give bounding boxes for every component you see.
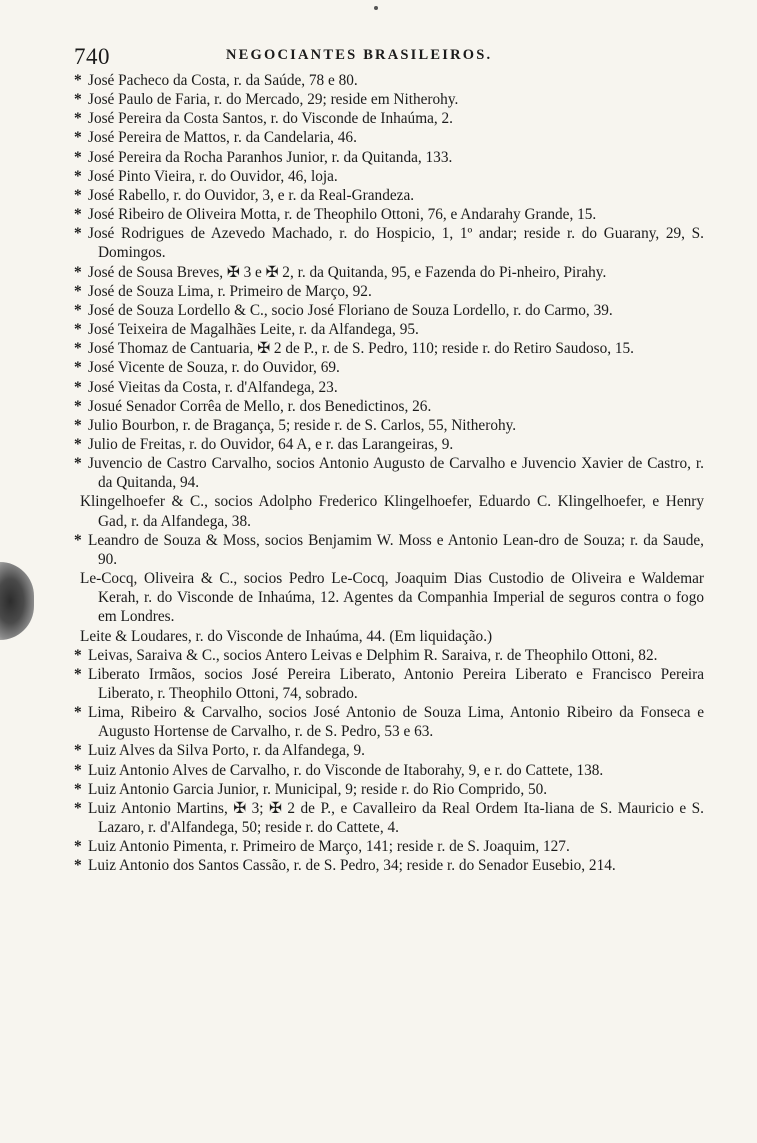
entry-marker: *	[74, 186, 82, 204]
list-item	[66, 665, 704, 703]
entry-text: José Ribeiro de Oliveira Motta, r. de Theophilo Ottoni, 76, e Andarahy Grande, 15.	[88, 206, 597, 224]
entry-text: José Vicente de Souza, r. do Ouvidor, 69.	[88, 359, 340, 377]
entry-marker: *	[74, 416, 82, 434]
list-item	[66, 71, 704, 90]
entry-text: José Paulo de Faria, r. do Mercado, 29; reside em Nitherohy.	[88, 91, 459, 109]
page-number: 740	[74, 44, 110, 69]
list-item	[66, 128, 704, 147]
entry-text: José Pereira de Mattos, r. da Candelaria, 46.	[88, 129, 357, 147]
entry-marker: *	[74, 665, 82, 683]
entry-marker: *	[74, 301, 82, 319]
entry-text: Luiz Antonio Martins, ✠ 3; ✠ 2 de P., e Cavalleiro da Real Ordem Ita-liana de S. Mauricio e S. Lazaro, r. d'Alfandega, 50; reside r. do Cattete, 4.	[88, 799, 704, 837]
list-item	[66, 761, 704, 780]
entry-text: José Rabello, r. do Ouvidor, 3, e r. da Real-Grandeza.	[88, 186, 415, 204]
list-item	[66, 358, 704, 377]
entry-marker: *	[74, 72, 82, 89]
list-item	[66, 167, 704, 186]
entry-marker: *	[74, 780, 82, 798]
entry-text: Luiz Antonio Pimenta, r. Primeiro de Março, 141; reside r. de S. Joaquim, 127.	[88, 838, 570, 856]
entry-text: Luiz Antonio dos Santos Cassão, r. de S. Pedro, 34; reside r. do Senador Eusebio, 214.	[88, 857, 616, 875]
list-item	[66, 703, 704, 741]
list-item	[66, 627, 704, 646]
list-item	[66, 263, 704, 282]
entry-text: Leivas, Saraiva & C., socios Antero Leivas e Delphim R. Saraiva, r. de Theophilo Ottoni, 82.	[88, 646, 658, 664]
entry-marker: *	[74, 435, 82, 453]
entry-marker: *	[74, 225, 82, 243]
page-header	[74, 44, 704, 72]
entry-marker: *	[74, 761, 82, 779]
list-item	[66, 397, 704, 416]
entry-text: José Pereira da Rocha Paranhos Junior, r. da Quitanda, 133.	[88, 148, 453, 166]
entry-text: Liberato Irmãos, socios José Pereira Liberato, Antonio Pereira Liberato e Francisco Pereira Liberato, r. Theophilo Ottoni, 74, sobrado.	[88, 665, 704, 702]
running-title: NEGOCIANTES BRASILEIROS.	[226, 47, 493, 63]
entry-marker: *	[74, 378, 82, 396]
entry-text: Klingelhoefer & C., socios Adolpho Frederico Klingelhoefer, Eduardo C. Klingelhoefer, e Henry Gad, r. da Alfandega, 38.	[80, 493, 704, 530]
entry-text: José de Souza Lima, r. Primeiro de Março, 92.	[88, 282, 372, 300]
entry-marker: *	[74, 704, 82, 722]
list-item	[66, 492, 704, 530]
list-item	[66, 378, 704, 397]
entry-marker: *	[74, 340, 82, 358]
entry-marker: *	[74, 263, 82, 281]
list-item	[66, 224, 704, 262]
entry-text: José de Sousa Breves, ✠ 3 e ✠ 2, r. da Quitanda, 95, e Fazenda do Pi-nheiro, Pirahy.	[88, 263, 607, 281]
entry-text: José Teixeira de Magalhães Leite, r. da Alfandega, 95.	[88, 321, 419, 339]
entry-marker: *	[74, 531, 82, 549]
list-item	[66, 646, 704, 665]
entry-marker: *	[74, 282, 82, 300]
list-item	[66, 148, 704, 167]
list-item	[66, 90, 704, 109]
entry-text: Luiz Antonio Alves de Carvalho, r. do Visconde de Itaborahy, 9, e r. do Cattete, 138.	[88, 761, 604, 779]
list-item	[66, 741, 704, 760]
entry-text: José Pacheco da Costa, r. da Saúde, 78 e 80.	[88, 72, 358, 89]
entry-marker: *	[74, 838, 82, 856]
entry-marker: *	[74, 129, 82, 147]
list-item	[66, 109, 704, 128]
list-item	[66, 186, 704, 205]
entry-marker: *	[74, 167, 82, 185]
entry-marker: *	[74, 91, 82, 109]
entry-text: Luiz Antonio Garcia Junior, r. Municipal, 9; reside r. do Rio Comprido, 50.	[88, 780, 548, 798]
entry-text: Juvencio de Castro Carvalho, socios Antonio Augusto de Carvalho e Juvencio Xavier de Castro, r. da Quitanda, 94.	[88, 455, 704, 492]
entry-marker: *	[74, 206, 82, 224]
entry-marker: *	[74, 321, 82, 339]
entry-marker: *	[74, 799, 82, 817]
list-item	[66, 320, 704, 339]
list-item	[66, 569, 704, 626]
entry-text: José Vieitas da Costa, r. d'Alfandega, 23.	[88, 378, 338, 396]
entry-text: José Rodrigues de Azevedo Machado, r. do Hospicio, 1, 1º andar; reside r. do Guarany, 29, S. Domingos.	[88, 225, 704, 262]
entry-list	[66, 71, 704, 876]
list-item	[66, 799, 704, 837]
entry-text: Leandro de Souza & Moss, socios Benjamim W. Moss e Antonio Lean-dro de Souza; r. da Saude, 90.	[88, 531, 704, 568]
entry-text: Julio Bourbon, r. de Bragança, 5; reside r. de S. Carlos, 55, Nitherohy.	[88, 416, 517, 434]
list-item	[66, 339, 704, 358]
entry-text: Leite & Loudares, r. do Visconde de Inhaúma, 44. (Em liquidação.)	[80, 627, 493, 645]
entry-marker: *	[74, 742, 82, 760]
list-item	[66, 282, 704, 301]
entry-text: José de Souza Lordello & C., socio José Floriano de Souza Lordello, r. do Carmo, 39.	[88, 301, 613, 319]
entry-marker: *	[74, 148, 82, 166]
list-item	[66, 454, 704, 492]
list-item	[66, 416, 704, 435]
print-speck	[374, 6, 378, 10]
entry-marker: *	[74, 110, 82, 128]
entry-marker: *	[74, 646, 82, 664]
list-item	[66, 837, 704, 856]
entry-text: José Thomaz de Cantuaria, ✠ 2 de P., r. de S. Pedro, 110; reside r. do Retiro Saudoso, 15.	[88, 340, 635, 358]
list-item	[66, 435, 704, 454]
entry-text: Le-Cocq, Oliveira & C., socios Pedro Le-Cocq, Joaquim Dias Custodio de Oliveira e Waldemar Kerah, r. do Visconde de Inhaúma, 12. Agentes da Companhia Imperial de seguros contra o fogo em Londres.	[80, 570, 704, 626]
entry-marker: *	[74, 397, 82, 415]
entry-marker: *	[74, 455, 82, 473]
list-item	[66, 301, 704, 320]
entry-text: Julio de Freitas, r. do Ouvidor, 64 A, e r. das Larangeiras, 9.	[88, 435, 454, 453]
entry-text: José Pinto Vieira, r. do Ouvidor, 46, loja.	[88, 167, 338, 185]
ink-blot	[0, 562, 34, 640]
entry-text: Josué Senador Corrêa de Mello, r. dos Benedictinos, 26.	[88, 397, 432, 415]
entry-text: Lima, Ribeiro & Carvalho, socios José Antonio de Souza Lima, Antonio Ribeiro da Fonseca e Augusto Hortense de Carvalho, r. de S. Pedro, 53 e 63.	[88, 704, 704, 741]
entry-text: José Pereira da Costa Santos, r. do Visconde de Inhaúma, 2.	[88, 110, 454, 128]
list-item	[66, 780, 704, 799]
list-item	[66, 531, 704, 569]
entry-text: Luiz Alves da Silva Porto, r. da Alfandega, 9.	[88, 742, 365, 760]
entry-marker: *	[74, 359, 82, 377]
list-item	[66, 856, 704, 875]
entry-marker: *	[74, 857, 82, 875]
list-item	[66, 205, 704, 224]
